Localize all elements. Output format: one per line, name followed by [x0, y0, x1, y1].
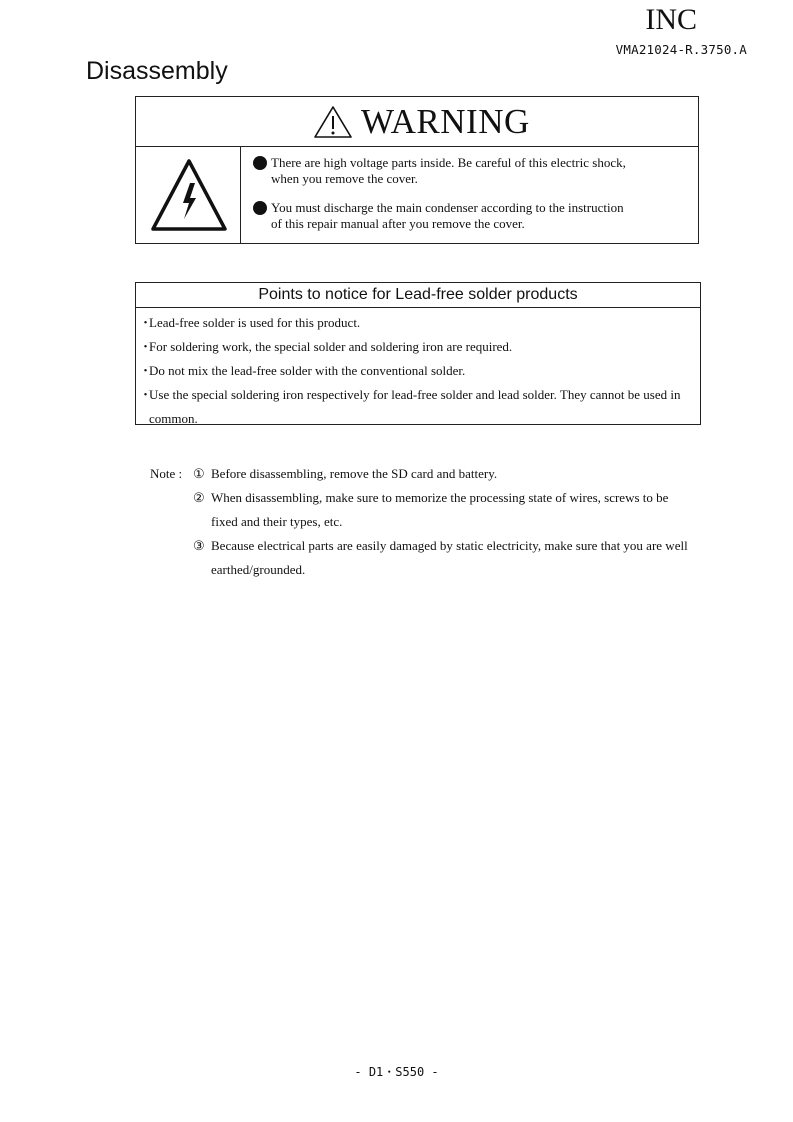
note-item: ③ Because electrical parts are easily damaged by static electricity, make sure that you are well earthed/grounded.	[193, 538, 688, 577]
page-title: Disassembly	[86, 57, 228, 85]
list-item: ・ Do not mix the lead-free solder with the conventional solder.	[139, 363, 466, 378]
list-item: ・ For soldering work, the special solder and soldering iron are required.	[139, 339, 513, 354]
leadfree-box	[135, 282, 701, 425]
warning-item: You must discharge the main condenser according to the instruction of this repair manual after you remove the cover.	[251, 200, 688, 232]
warning-item: There are high voltage parts inside. Be careful of this electric shock, when you remove the cover.	[251, 155, 688, 187]
note-item: ② When disassembling, make sure to memorize the processing state of wires, screws to be fixed and their types, etc.	[193, 490, 669, 529]
warning-triangle-icon	[313, 105, 353, 139]
high-voltage-triangle-icon	[150, 157, 228, 233]
bullet-dot-icon	[253, 201, 267, 215]
note-item: ① Before disassembling, remove the SD card and battery.	[193, 466, 498, 481]
document-number: VMA21024-R.3750.A	[615, 42, 747, 57]
notes-list	[193, 462, 693, 582]
warning-icon-cell	[136, 147, 241, 243]
note-label: Note :	[150, 466, 183, 481]
page-footer: - D1・S550 -	[354, 1065, 439, 1079]
warning-heading: WARNING	[361, 102, 530, 141]
bullet-dot-icon	[253, 156, 267, 170]
list-item: ・ Lead-free solder is used for this product.	[139, 315, 361, 330]
warning-header	[136, 97, 698, 147]
brand-label: INC	[645, 3, 697, 36]
warning-list	[251, 155, 688, 245]
list-item: ・ Use the special soldering iron respectively for lead-free solder and lead solder. They cannot be used in common.	[139, 387, 681, 426]
leadfree-heading: Points to notice for Lead-free solder products	[136, 283, 700, 308]
leadfree-list	[139, 311, 697, 431]
warning-box	[135, 96, 699, 244]
